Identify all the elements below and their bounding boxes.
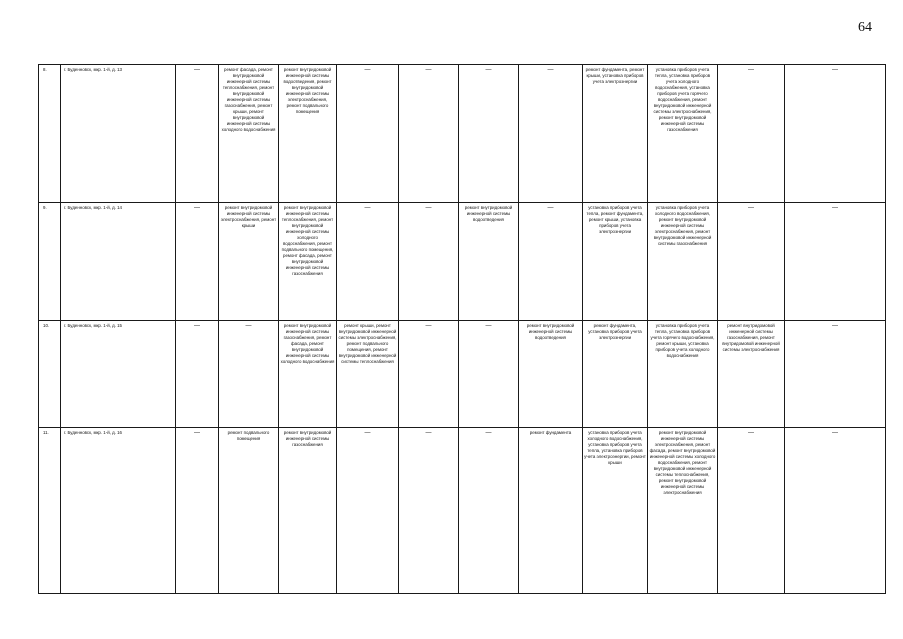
work-cell: — (785, 203, 886, 321)
work-cell: — (519, 65, 583, 203)
work-cell: — (176, 203, 219, 321)
work-cell: — (459, 65, 519, 203)
work-cell: ремонт внутридомовой инженерной системы электроснабжения, ремонт фасада, ремонт внутридомовой инженерной системы холодного водоснабжения, ремонт внутридомовой инженерной системы теплоснабжения, ремонт внутридомовой инженерной системы электроснабжения (648, 428, 718, 594)
work-cell: — (399, 428, 459, 594)
table-row (39, 65, 886, 203)
work-cell: — (718, 428, 785, 594)
work-cell: ремонт внутридомовой инженерной системы водоотведения (519, 321, 583, 428)
row-number: 8. (39, 65, 61, 203)
work-cell: ремонт фундамента (519, 428, 583, 594)
table-row (39, 321, 886, 428)
work-cell: — (399, 321, 459, 428)
page-number: 64 (858, 20, 872, 35)
table-body (39, 65, 886, 594)
work-cell: — (399, 203, 459, 321)
repair-works-table (38, 64, 886, 594)
work-cell: — (718, 203, 785, 321)
row-address: г. Буденновск, мкр. 1-й, д. 16 (61, 428, 176, 594)
work-cell: ремонт крыши, ремонт внутридомовой инженерной системы электроснабжения, ремонт подвального помещения, ремонт внутридомовой инженерной системы теплоснабжения (337, 321, 399, 428)
work-cell: — (337, 203, 399, 321)
work-cell: ремонт внутридомовой инженерной системы водоотведения, ремонт внутридомовой инженерной системы электроснабжения, ремонт подвального помещения (279, 65, 337, 203)
row-number: 10. (39, 321, 61, 428)
work-cell: — (785, 428, 886, 594)
row-address: г. Буденновск, мкр. 1-й, д. 13 (61, 65, 176, 203)
row-address: г. Буденновск, мкр. 1-й, д. 14 (61, 203, 176, 321)
work-cell: установка приборов учета тепла, ремонт фундамента, ремонт крыши, установка приборов учета электроэнергии (583, 203, 648, 321)
table-row (39, 203, 886, 321)
work-cell: ремонт внутридомовой инженерной системы теплоснабжения, ремонт внутридомовой инженерной системы холодного водоснабжения, ремонт подвального помещения, ремонт фасада, ремонт внутридомовой инженерной системы газоснабжения (279, 203, 337, 321)
work-cell: — (219, 321, 279, 428)
work-cell: ремонт внутридомовой инженерной системы электроснабжения, ремонт крыши (219, 203, 279, 321)
table-row (39, 428, 886, 594)
work-cell: — (337, 428, 399, 594)
work-cell: — (459, 321, 519, 428)
work-cell: ремонт внутридомовой инженерной системы газоснабжения, ремонт внутридомовой инженерной системы электроснабжения (718, 321, 785, 428)
work-cell: ремонт внутридомовой инженерной системы газоснабжения, ремонт фасада, ремонт внутридомовой инженерной системы холодного водоснабжения (279, 321, 337, 428)
row-address: г. Буденновск, мкр. 1-й, д. 15 (61, 321, 176, 428)
work-cell: ремонт внутридомовой инженерной системы водоотведения (459, 203, 519, 321)
work-cell: — (399, 65, 459, 203)
work-cell: — (176, 65, 219, 203)
work-cell: — (459, 428, 519, 594)
work-cell: ремонт фасада, ремонт внутридомовой инженерной системы теплоснабжения, ремонт внутридомовой инженерной системы газоснабжения, ремонт крыши, ремонт внутридомовой инженерной системы холодного водоснабжения (219, 65, 279, 203)
work-cell: — (519, 203, 583, 321)
work-cell: установка приборов учета тепла, установка приборов учета горячего водоснабжения, ремонт крыши, установка приборов учета холодного водоснабжения (648, 321, 718, 428)
work-cell: установка приборов учета холодного водоснабжения, ремонт внутридомовой инженерной системы электроснабжения, ремонт внутридомовой инженерной системы газоснабжения (648, 203, 718, 321)
row-number: 11. (39, 428, 61, 594)
work-cell: — (718, 65, 785, 203)
work-cell: — (785, 65, 886, 203)
work-cell: — (176, 321, 219, 428)
work-cell: установка приборов учета тепла, установка приборов учета холодного водоснабжения, установка приборов учета горячего водоснабжения, ремонт внутридомовой инженерной системы электроснабжения, ремонт внутридомовой инженерной системы газоснабжения (648, 65, 718, 203)
work-cell: ремонт подвального помещения (219, 428, 279, 594)
row-number: 9. (39, 203, 61, 321)
work-cell: — (337, 65, 399, 203)
work-cell: ремонт фундамента, ремонт крыши, установка приборов учета электроэнергии (583, 65, 648, 203)
work-cell: установка приборов учета холодного водоснабжения, установка приборов учета тепла, установка приборов учета электроэнергии, ремонт крыши (583, 428, 648, 594)
work-cell: — (176, 428, 219, 594)
work-cell: — (785, 321, 886, 428)
work-cell: ремонт фундамента, установка приборов учета электроэнергии (583, 321, 648, 428)
work-cell: ремонт внутридомовой инженерной системы газоснабжения (279, 428, 337, 594)
